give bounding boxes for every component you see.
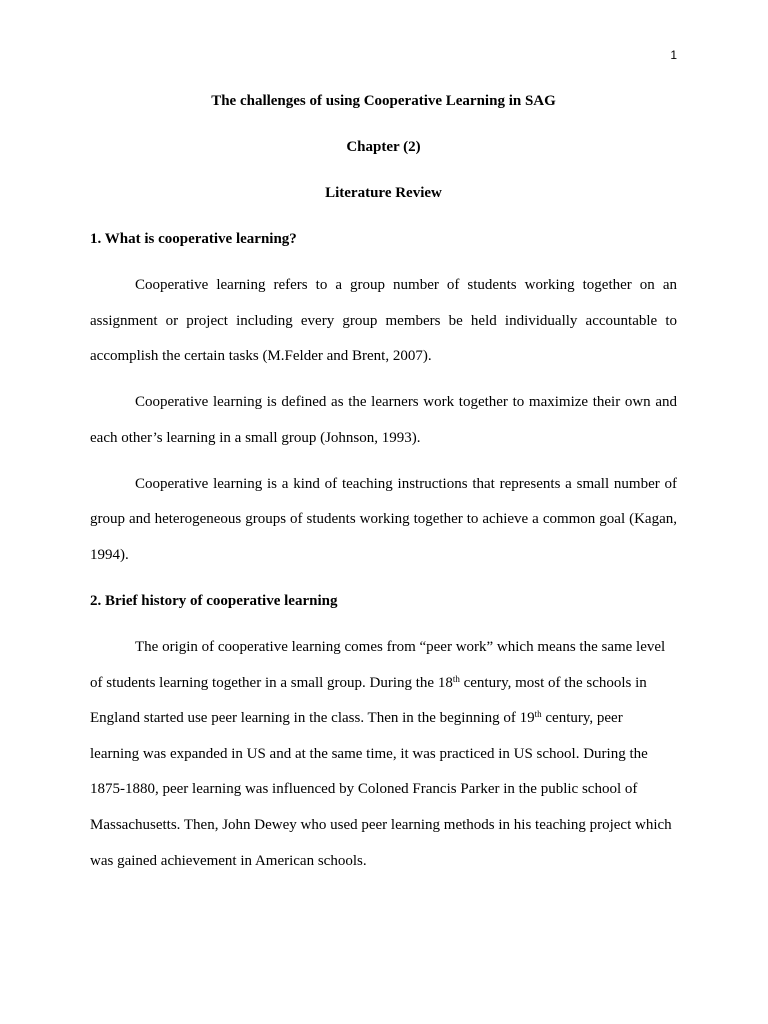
section-heading: 2. Brief history of cooperative learning: [90, 593, 338, 610]
paragraph: [90, 630, 677, 879]
line-text: century, peer: [541, 710, 623, 727]
line-text: England started use peer learning in the class. Then in the beginning of 19: [90, 710, 535, 727]
paragraph: [90, 467, 677, 574]
ordinal-superscript: th: [452, 673, 460, 684]
page-number: 1: [670, 48, 677, 62]
paragraph-line: Cooperative learning refers to a group number of students working together on an: [135, 277, 677, 294]
line-text: of students learning together in a small group. During the 18: [90, 674, 453, 691]
paragraph-line: was gained achievement in American schools.: [90, 852, 367, 869]
paragraph-line: accomplish the certain tasks (M.Felder and Brent, 2007).: [90, 348, 432, 365]
paragraph-line: learning was expanded in US and at the same time, it was practiced in US school. During the: [90, 745, 648, 762]
paragraph-line: each other’s learning in a small group (Johnson, 1993).: [90, 429, 421, 446]
line-text: century, most of the schools in: [459, 674, 647, 691]
paragraph-line: [90, 701, 677, 737]
paragraph: [90, 268, 677, 375]
paragraph-line: group and heterogeneous groups of students working together to achieve a common goal (Kagan,: [90, 511, 677, 528]
paragraph-line: Cooperative learning is a kind of teaching instructions that represents a small number of: [135, 475, 677, 492]
paragraph-line: The origin of cooperative learning comes from “peer work” which means the same level: [135, 639, 666, 656]
paragraph-line: 1875-1880, peer learning was influenced by Coloned Francis Parker in the public school of: [90, 781, 638, 798]
section-heading: 1. What is cooperative learning?: [90, 231, 297, 248]
page-body: [90, 84, 677, 889]
paragraph: [90, 385, 677, 456]
paragraph-line: assignment or project including every group members be held individually accountable to: [90, 312, 677, 329]
paragraph-line: [90, 666, 677, 702]
chapter-title: Literature Review: [325, 185, 442, 202]
paragraph-line: Massachusetts. Then, John Dewey who used peer learning methods in his teaching project which: [90, 817, 672, 833]
document-title: The challenges of using Cooperative Learning in SAG: [211, 93, 556, 110]
paragraph-line: 1994).: [90, 547, 129, 564]
chapter-label: Chapter (2): [346, 139, 421, 156]
paragraph-line: Cooperative learning is defined as the learners work together to maximize their own and: [135, 394, 677, 411]
ordinal-superscript: th: [534, 709, 542, 720]
